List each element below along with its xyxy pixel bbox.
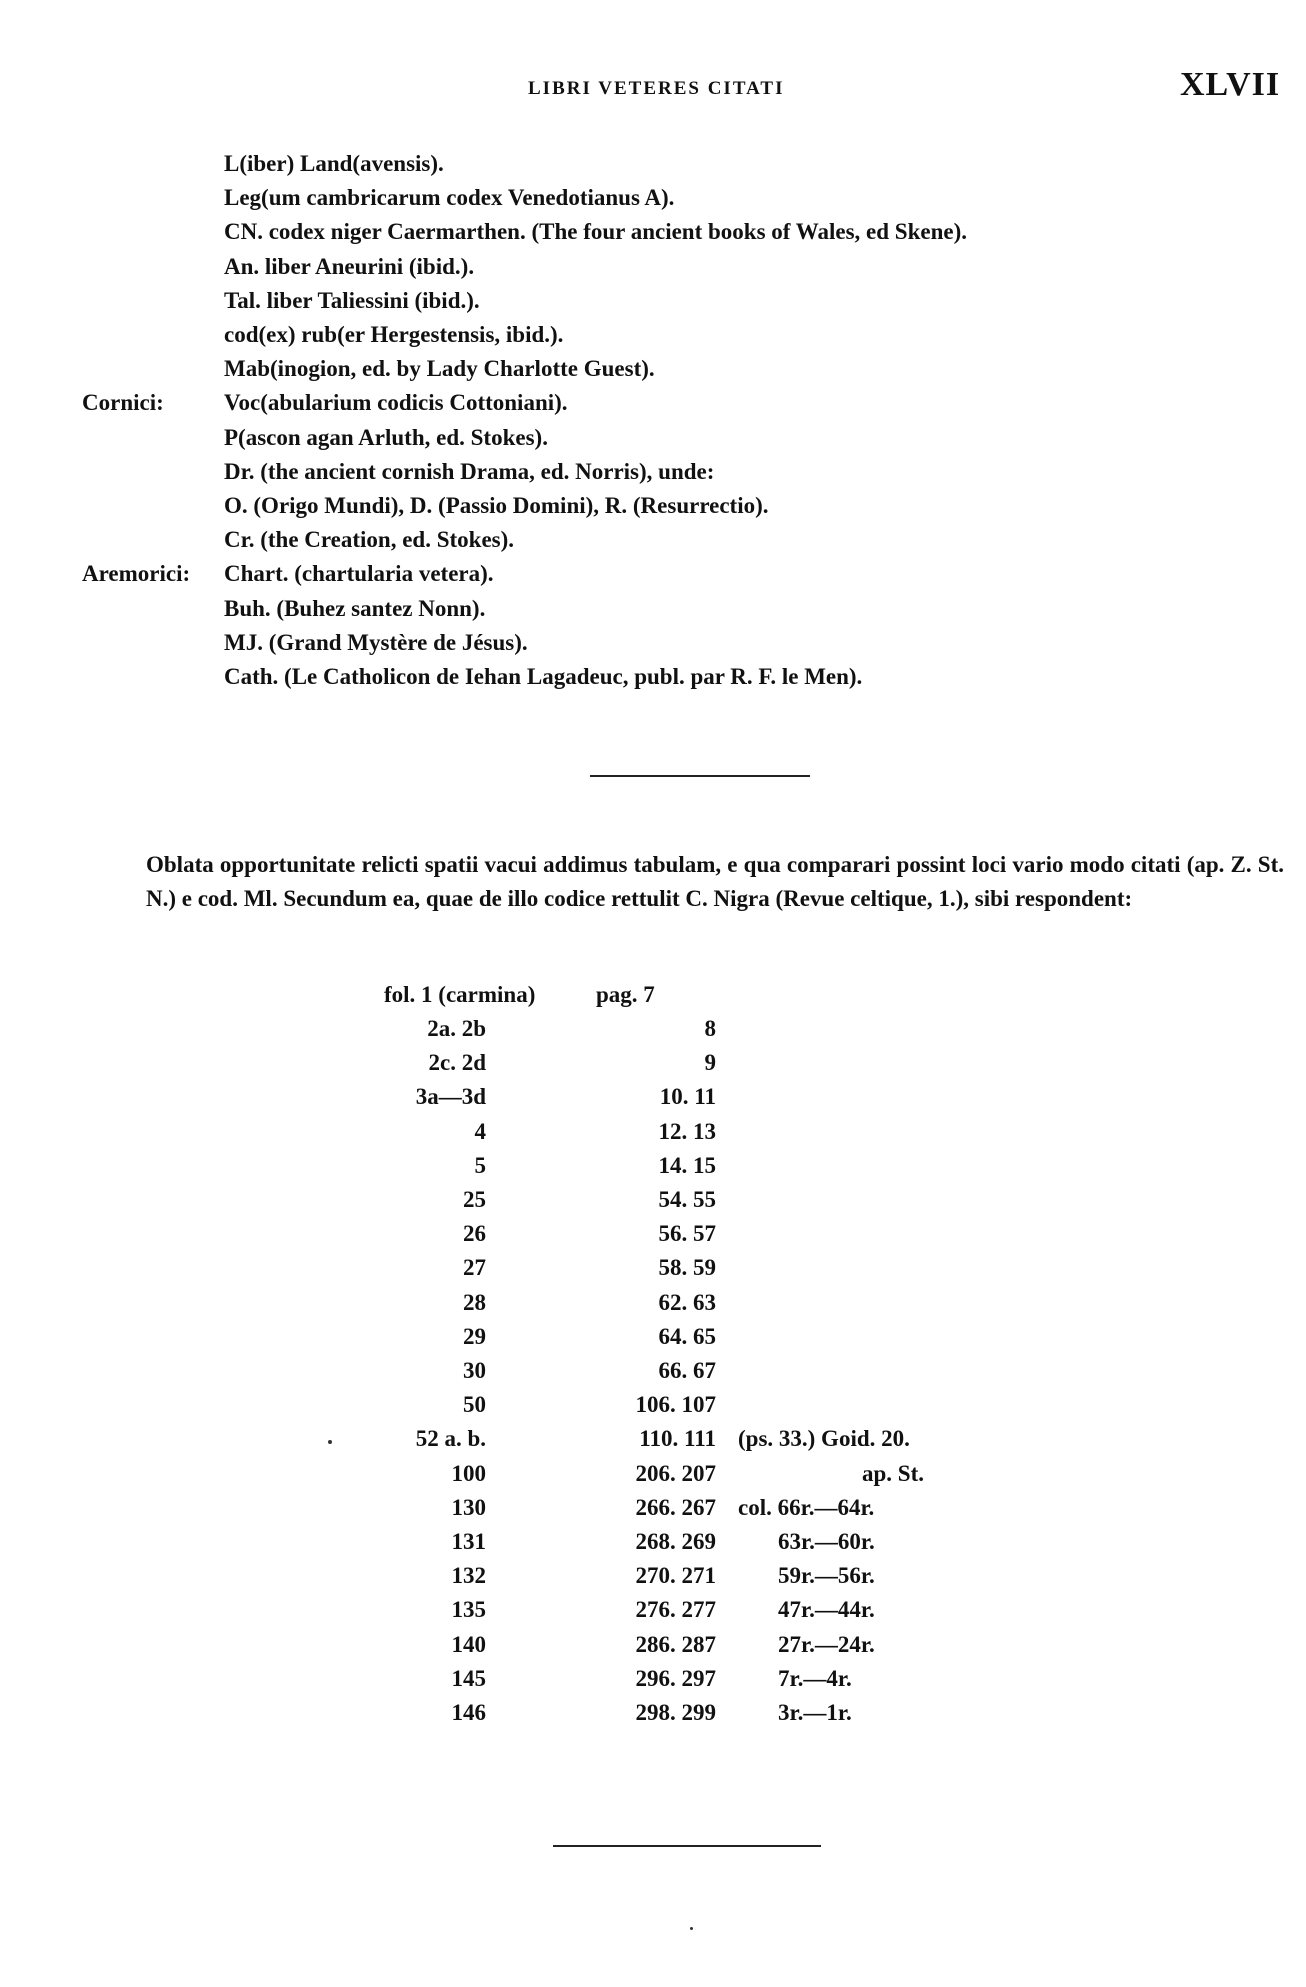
concordance-row (0, 1388, 1306, 1422)
concordance-pag: 10. 11 (659, 1084, 716, 1110)
abbreviation-text: Dr. (the ancient cornish Drama, ed. Norris), unde: (224, 458, 715, 484)
concordance-extra: ap. St. (862, 1460, 924, 1486)
concordance-row (0, 1422, 1306, 1456)
concordance-fol: 2a. 2b (427, 1016, 486, 1041)
abbreviation-entry (0, 626, 1306, 660)
abbreviation-text: Chart. (chartularia vetera). (224, 561, 494, 587)
abbreviation-text: Cath. (Le Catholicon de Iehan Lagadeuc, publ. par R. F. le Men). (224, 664, 863, 689)
concordance-row (0, 1149, 1306, 1183)
concordance-row (0, 1320, 1306, 1354)
abbreviation-text: MJ. (Grand Mystère de Jésus). (224, 629, 528, 655)
ink-speck (328, 1440, 332, 1444)
concordance-pag: 64. 65 (658, 1323, 716, 1349)
concordance-pag: 276. 277 (635, 1597, 716, 1623)
abbreviation-entry (0, 489, 1306, 523)
abbreviation-entry (0, 181, 1306, 215)
concordance-row (0, 1525, 1306, 1559)
concordance-extra: col. 66r.—64r. (738, 1494, 875, 1520)
abbreviation-text: Leg(um cambricarum codex Venedotianus A). (224, 185, 675, 211)
concordance-pag: 266. 267 (635, 1494, 716, 1520)
concordance-fol: 29 (463, 1323, 486, 1349)
concordance-pag: 298. 299 (635, 1700, 716, 1725)
concordance-pag: 270. 271 (635, 1563, 716, 1589)
abbreviation-entry (0, 318, 1306, 352)
concordance-pag: 106. 107 (635, 1392, 716, 1418)
concordance-fol: 131 (451, 1529, 486, 1554)
concordance-extra: 59r.—56r. (778, 1563, 875, 1589)
concordance-row (0, 1217, 1306, 1251)
concordance-pag: 12. 13 (658, 1118, 716, 1144)
concordance-row (0, 1080, 1306, 1114)
abbreviation-entry (0, 421, 1306, 455)
abbreviation-entry (0, 352, 1306, 386)
concordance-row (0, 1628, 1306, 1662)
abbreviation-entry (0, 660, 1306, 694)
concordance-fol: 145 (451, 1665, 486, 1691)
abbreviation-text: Mab(inogion, ed. by Lady Charlotte Guest). (224, 356, 655, 382)
concordance-pag: 56. 57 (658, 1221, 716, 1247)
abbreviation-entry (0, 284, 1306, 318)
abbreviation-text: An. liber Aneurini (ibid.). (224, 253, 475, 279)
concordance-fol: 5 (474, 1152, 486, 1178)
abbreviation-entry (0, 557, 1306, 591)
concordance-pag: 206. 207 (635, 1460, 716, 1486)
concordance-pag: 54. 55 (658, 1187, 716, 1212)
concordance-pag: 268. 269 (635, 1529, 716, 1554)
intro-paragraph: Oblata opportunitate relicti spatii vacui addimus tabulam, e qua comparari possint loci vario modo citati (ap. Z. St. N.) e cod. Ml. Secundum ea, quae de illo codice rettulit C. Nigra (Revue celtique, 1.), sibi respondent: (146, 852, 1284, 911)
abbreviation-text: CN. codex niger Caermarthen. (The four ancient books of Wales, ed Skene). (224, 219, 968, 245)
concordance-row (0, 1251, 1306, 1285)
concordance-fol: 130 (451, 1494, 486, 1520)
concordance-fol: 27 (463, 1255, 486, 1281)
concordance-pag: 110. 111 (639, 1426, 716, 1452)
abbreviation-group-label: Cornici: (82, 390, 164, 416)
abbreviation-text: L(iber) Land(avensis). (224, 151, 444, 176)
ink-speck (690, 1927, 693, 1930)
abbreviation-text: Tal. liber Taliessini (ibid.). (224, 287, 480, 313)
concordance-pag: 66. 67 (658, 1358, 716, 1383)
concordance-extra: 7r.—4r. (778, 1665, 852, 1691)
abbreviation-text: cod(ex) rub(er Hergestensis, ibid.). (224, 322, 564, 347)
concordance-pag: 58. 59 (658, 1255, 716, 1281)
concordance-pag: 8 (704, 1016, 716, 1041)
concordance-row (0, 1046, 1306, 1080)
concordance-pag: 9 (704, 1050, 716, 1076)
concordance-row (0, 1491, 1306, 1525)
concordance-fol: 3a—3d (415, 1084, 486, 1110)
concordance-pag: 296. 297 (635, 1665, 716, 1691)
concordance-extra: 27r.—24r. (778, 1631, 875, 1657)
concordance-row (0, 1559, 1306, 1593)
concordance-fol: 52 a. b. (415, 1426, 486, 1452)
concordance-extra: (ps. 33.) Goid. 20. (738, 1426, 910, 1452)
concordance-fol: 25 (463, 1187, 486, 1212)
abbreviation-text: P(ascon agan Arluth, ed. Stokes). (224, 424, 548, 450)
concordance-extra: 63r.—60r. (778, 1529, 875, 1554)
concordance-extra: 47r.—44r. (778, 1597, 875, 1623)
abbreviation-group-label: Aremorici: (82, 561, 191, 587)
concordance-header-row (0, 978, 1306, 1012)
concordance-head-fol: fol. 1 (carmina) (384, 982, 536, 1007)
concordance-row (0, 1354, 1306, 1388)
concordance-pag: 14. 15 (658, 1152, 716, 1178)
abbreviation-entry (0, 386, 1306, 420)
concordance-row (0, 1183, 1306, 1217)
concordance-row (0, 1696, 1306, 1730)
concordance-fol: 100 (451, 1460, 486, 1486)
concordance-fol: 2c. 2d (428, 1050, 486, 1076)
concordance-row (0, 1457, 1306, 1491)
running-head: LIBRI VETERES CITATI (528, 78, 785, 99)
abbreviation-entry (0, 592, 1306, 626)
concordance-fol: 140 (451, 1631, 486, 1657)
concordance-row (0, 1115, 1306, 1149)
concordance-row (0, 1593, 1306, 1627)
concordance-row (0, 1662, 1306, 1696)
section-divider (590, 775, 810, 777)
concordance-fol: 4 (474, 1118, 486, 1144)
concordance-pag: 286. 287 (635, 1631, 716, 1657)
end-divider (553, 1845, 821, 1847)
concordance-extra: 3r.—1r. (778, 1700, 852, 1725)
concordance-fol: 146 (451, 1700, 486, 1725)
concordance-head-pag: pag. 7 (596, 982, 655, 1007)
page-number: XLVII (1180, 66, 1281, 103)
abbreviation-entry (0, 215, 1306, 249)
concordance-fol: 26 (463, 1221, 486, 1247)
concordance-pag: 62. 63 (658, 1289, 716, 1315)
concordance-fol: 132 (451, 1563, 486, 1589)
concordance-row (0, 1012, 1306, 1046)
abbreviation-text: O. (Origo Mundi), D. (Passio Domini), R. (Resurrectio). (224, 493, 769, 518)
concordance-row (0, 1286, 1306, 1320)
concordance-fol: 135 (451, 1597, 486, 1623)
concordance-fol: 28 (463, 1289, 486, 1315)
concordance-fol: 50 (463, 1392, 486, 1418)
concordance-fol: 30 (463, 1358, 486, 1383)
abbreviation-entry (0, 250, 1306, 284)
abbreviation-text: Voc(abularium codicis Cottoniani). (224, 390, 568, 416)
abbreviation-text: Cr. (the Creation, ed. Stokes). (224, 527, 515, 553)
abbreviation-entry (0, 523, 1306, 557)
abbreviation-entry (0, 455, 1306, 489)
abbreviation-text: Buh. (Buhez santez Nonn). (224, 595, 486, 621)
abbreviation-entry (0, 147, 1306, 181)
